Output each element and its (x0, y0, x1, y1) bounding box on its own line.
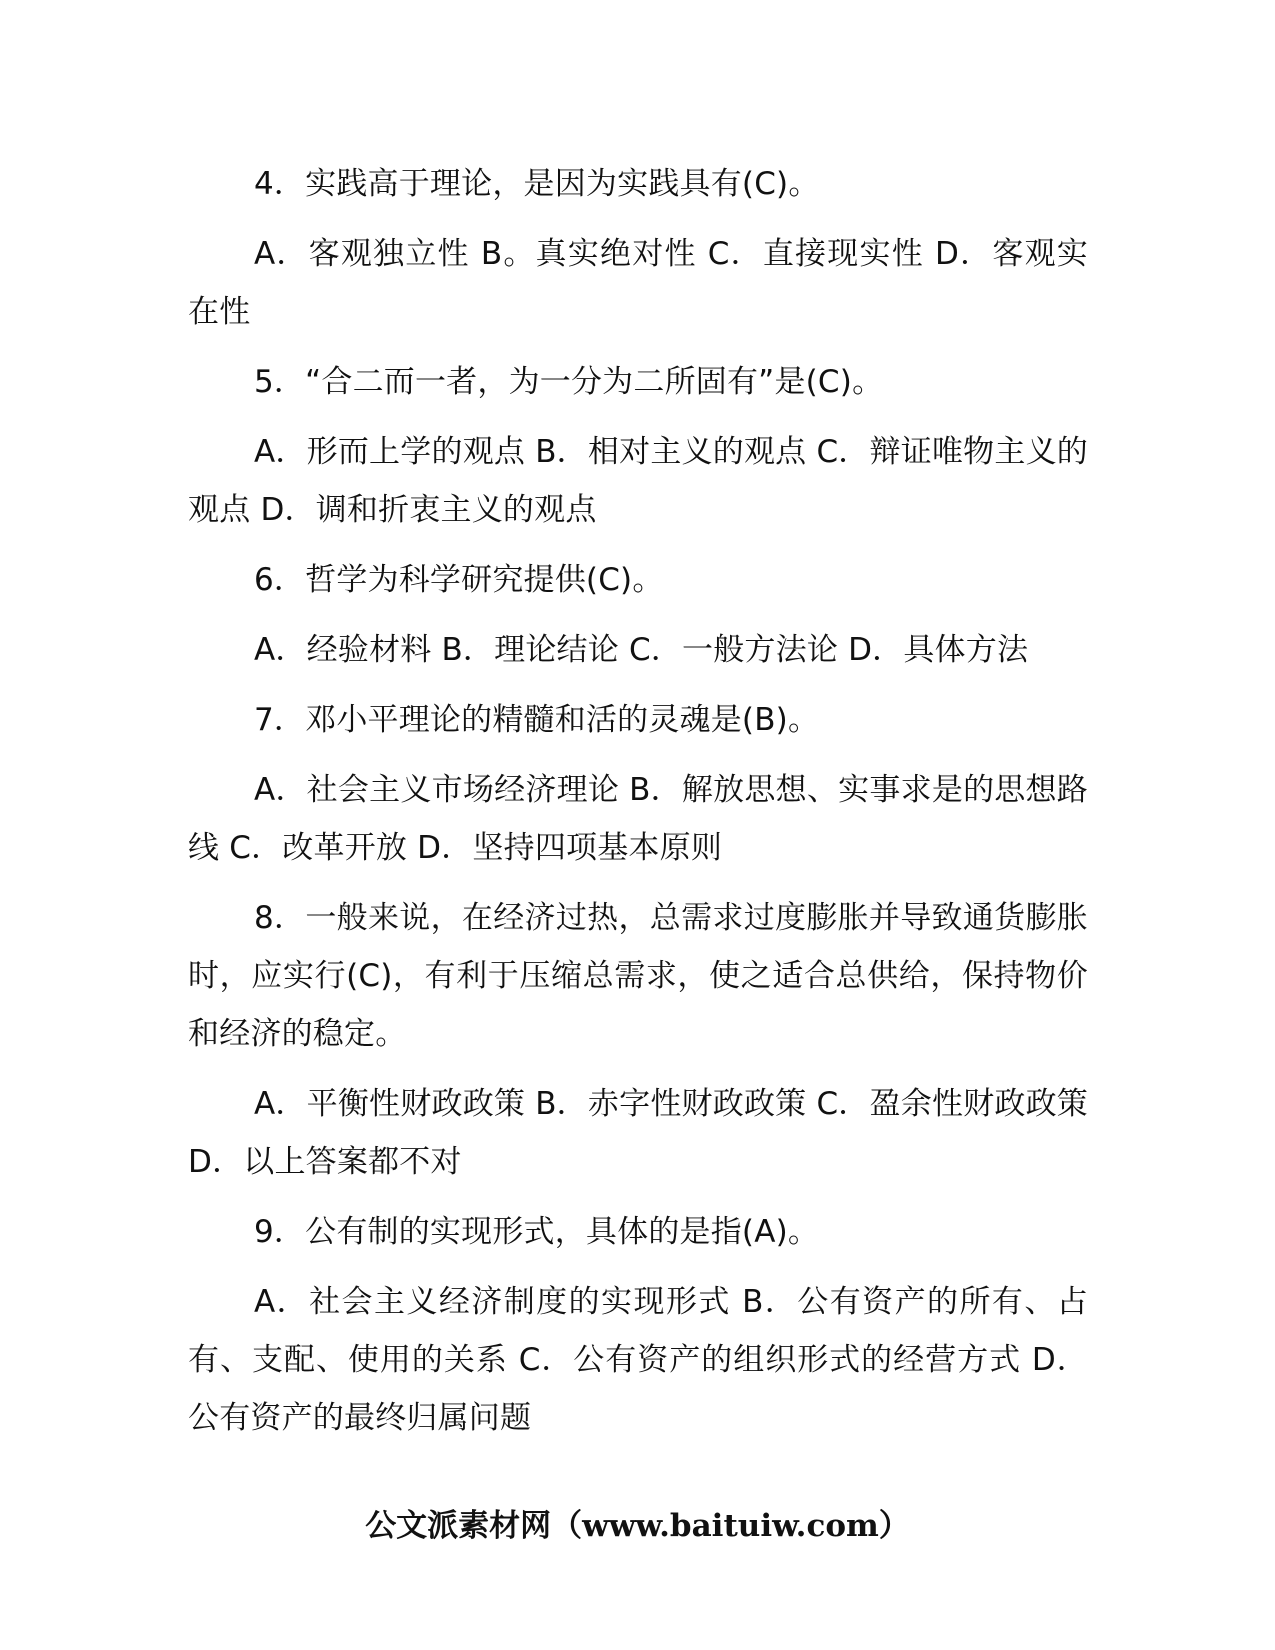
question-7-options: A．社会主义市场经济理论 B．解放思想、实事求是的思想路线 C．改革开放 D．坚持四项基本原则 (188, 772, 1088, 866)
question-5: 5．“合二而一者，为一分为二所固有”是(C)。 (254, 364, 884, 400)
question-7: 7．邓小平理论的精髓和活的灵魂是(B)。 (254, 702, 820, 738)
question-8-options: A．平衡性财政政策 B．赤字性财政政策 C．盈余性财政政策 D．以上答案都不对 (188, 1086, 1088, 1180)
question-9-options: A．社会主义经济制度的实现形式 B．公有资产的所有、占有、支配、使用的关系 C．公有资产的组织形式的经营方式 D．公有资产的最终归属问题 (188, 1284, 1088, 1436)
question-9: 9．公有制的实现形式，具体的是指(A)。 (254, 1214, 820, 1250)
question-6-options: A．经验材料 B．理论结论 C．一般方法论 D．具体方法 (254, 632, 1029, 668)
question-6: 6．哲学为科学研究提供(C)。 (254, 562, 664, 598)
document-body (188, 155, 1088, 1459)
question-5-options: A．形而上学的观点 B．相对主义的观点 C．辩证唯物主义的观点 D．调和折衷主义的观点 (188, 434, 1088, 528)
question-4-options: A．客观独立性 B。真实绝对性 C．直接现实性 D．客观实在性 (188, 236, 1088, 330)
question-8: 8．一般来说，在经济过热，总需求过度膨胀并导致通货膨胀时，应实行(C)，有利于压缩总需求，使之适合总供给，保持物价和经济的稳定。 (188, 900, 1088, 1052)
question-4: 4．实践高于理论，是因为实践具有(C)。 (254, 166, 820, 202)
page-footer: 公文派素材网（www.baituiw.com） (365, 1508, 910, 1544)
